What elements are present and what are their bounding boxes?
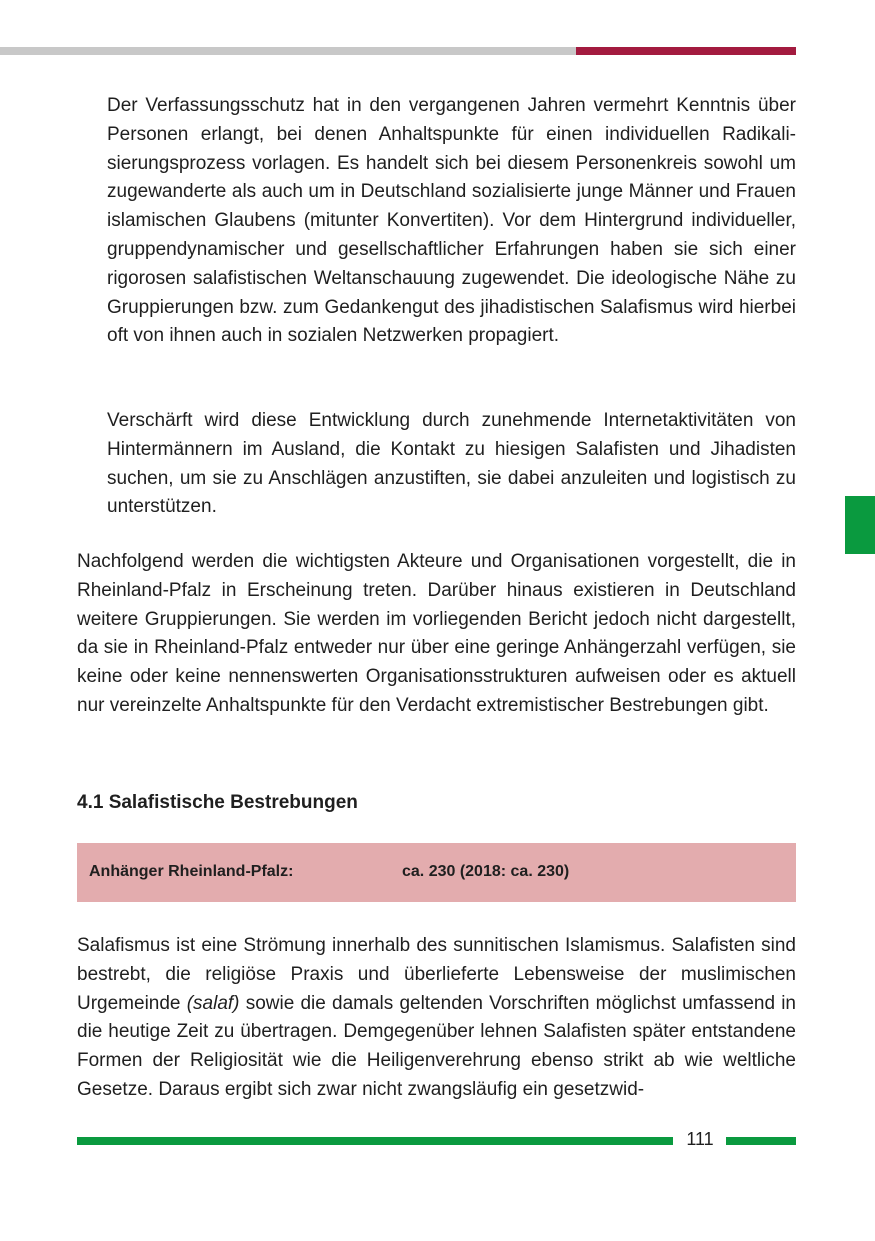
body-paragraph-salafism xyxy=(77,932,796,1105)
paragraph-text-end: sowie die damals geltenden Vorschriften möglichst umfassend in die heutige Zeit zu übertragen. Demgegenüber lehnen Salafisten später entstandene Formen der Religiosität wie die Heiligenverehrung ebenso strikt ab wie weltliche Gesetze. Daraus ergibt sich zwar nicht zwangsläufig ein gesetzwid- xyxy=(77,992,797,1100)
top-rule-accent xyxy=(576,47,796,55)
chapter-tab-marker xyxy=(845,496,875,554)
supporters-infobox xyxy=(77,843,796,902)
footer-rule-left xyxy=(77,1137,673,1145)
infobox-value: ca. 230 (2018: ca. 230) xyxy=(402,863,570,880)
paragraph-text-start: Salafismus ist eine Strömung innerhalb des sunnitischen Islamismus. Salafisten sind bestrebt, die religiöse Praxis und überlieferte Lebensweise der muslimischen Urgemeinde xyxy=(77,935,796,1014)
paragraph-italic-term: (salaf) xyxy=(186,992,240,1014)
top-rule-grey xyxy=(0,47,576,55)
indented-paragraph-1: Der Verfassungsschutz hat in den vergangenen Jahren vermehrt Kenntnis über Personen erlangt, bei denen Anhaltspunkte für einen individuellen Radikalisierungsprozess vorlagen. Es handelt sich bei diesem Personenkreis sowohl um zugewanderte als auch um in Deutschland sozialisierte junge Männer und Frauen islamischen Glaubens (mitunter Konvertiten). Vor dem Hintergrund individueller, gruppendynamischer und gesellschaftlicher Erfahrungen haben sie sich einer rigorosen salafistischen Weltanschauung zugewendet. Die ideologische Nähe zu Gruppierungen bzw. zum Gedankengut des jihadistischen Salafismus wird hierbei oft von ihnen auch in sozialen Netzwerken propagiert. xyxy=(107,95,796,347)
section-heading: 4.1 Salafistische Bestrebungen xyxy=(77,792,358,813)
infobox-label: Anhänger Rheinland-Pfalz: xyxy=(89,863,294,880)
page-number: 111 xyxy=(686,1129,714,1149)
indented-paragraph-2: Verschärft wird diese Entwicklung durch zunehmende Internetaktivitäten von Hintermännern im Ausland, die Kontakt zu hiesigen Salafisten und Jihadisten suchen, um sie zu Anschlägen anzustiften, sie dabei anzuleiten und logistisch zu unterstützen. xyxy=(107,410,796,518)
footer-rule-right xyxy=(726,1137,796,1145)
body-paragraph-intro: Nachfolgend werden die wichtigsten Akteure und Organisationen vorgestellt, die in Rheinland-Pfalz in Erscheinung treten. Darüber hinaus existieren in Deutschland weitere Gruppierungen. Sie werden im vorliegenden Bericht jedoch nicht dargestellt, da sie in Rheinland-Pfalz entweder nur über eine geringe Anhängerzahl verfügen, sie keine oder keine nennenswerten Organisationsstrukturen aufweisen oder es aktuell nur vereinzelte Anhaltspunkte für den Verdacht extremistischer Bestrebungen gibt. xyxy=(77,551,796,716)
